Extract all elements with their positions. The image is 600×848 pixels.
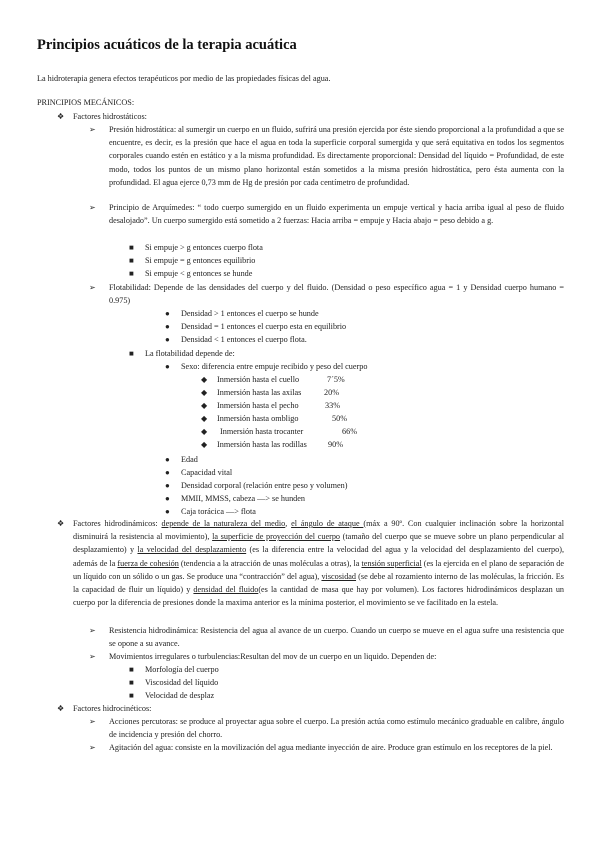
underlined-term: depende de la naturaleza del medio [161, 519, 286, 528]
underlined-term: la superficie de proyección del cuerpo [212, 532, 341, 542]
agitacion-paragraph: Agitación del agua: consiste en la movilización del agua mediante inyección de aire. Produce gran estímulo en los receptores de la piel. [109, 743, 553, 752]
arrow-bullet-icon: ➢ [89, 283, 96, 292]
square-bullet-icon: ■ [129, 665, 134, 674]
inmersion-value: 20% [324, 388, 340, 397]
diamond-bullet-icon: ◆ [201, 440, 208, 449]
flotabilidad-paragraph: Flotabilidad: Depende de las densidades del cuerpo y del fluido. (Densidad o peso específico agua = 1 y Densidad cuerpo humano = 0.975) [109, 283, 564, 306]
inmersion-label: Inmersión hasta trocanter [220, 427, 304, 436]
list-item: Si empuje = g entonces equilibrio [145, 256, 256, 265]
diamond-bullet-icon: ❖ [57, 704, 65, 713]
text-segment: (máx a 90º. Con cualquier inclinación sobre la horizontal disminuirá la resistencia al movimiento), [73, 519, 564, 542]
list-item: Densidad corporal (relación entre peso y volumen) [181, 481, 348, 490]
list-item: Densidad > 1 entonces el cuerpo se hunde [181, 309, 319, 318]
presion-paragraph: Presión hidrostática: al sumergir un cuerpo en un fluido, sufrirá una presión ejercida por éste siendo proporcional a la profundidad a que se encuentre, es decir, es la presión que hace el agua en toda la superficie corporal sumergida y que será equitativa en todos los segmentos corporales cuando estén en estático y a la misma profundidad. Es directamente proporcional: Densidad del líquido = Profundidad, de este modo, todos los puntos de un mismo plano horizontal están sometidos a la misma presión hidrostática, pero ésta aumenta con la profundidad. El agua ejerce 0,73 mm de Hg de presión por cada centímetro de profundidad. [109, 125, 564, 187]
arrow-bullet-icon: ➢ [89, 626, 96, 635]
page-title: Principios acuáticos de la terapia acuática [37, 37, 297, 53]
hidrodinamicos-paragraph [73, 517, 564, 609]
diamond-bullet-icon: ◆ [201, 388, 208, 397]
list-item: Caja torácica —> flota [181, 507, 256, 516]
round-bullet-icon: ● [165, 362, 170, 371]
movimientos-paragraph: Movimientos irregulares o turbulencias:Resultan del mov de un cuerpo en un liquido. Dependen de: [109, 652, 437, 661]
list-item: Capacidad vital [181, 468, 233, 477]
square-bullet-icon: ■ [129, 678, 134, 687]
text-segment: (tamaño del cuerpo que se mueve sobre un plano perpendicular al desplazamiento) y [73, 532, 564, 555]
inmersion-label: Inmersión hasta ombligo [217, 414, 299, 423]
arrow-bullet-icon: ➢ [89, 203, 96, 212]
diamond-bullet-icon: ❖ [57, 519, 65, 528]
underlined-term: la velocidad del desplazamiento [137, 545, 247, 555]
text-segment: (es la cantidad de masa que hay por volumen). Los factores hidrodinámicos desplazan un cuerpo por la diferencia de presiones donde la maxima anterior es la mínima posterior, el movimiento se ve facilitado en la estela. [73, 585, 565, 608]
diamond-bullet-icon: ◆ [201, 375, 208, 384]
diamond-bullet-icon: ◆ [201, 414, 208, 423]
underlined-term: tensión superficial [361, 558, 422, 568]
arrow-bullet-icon: ➢ [89, 743, 96, 752]
inmersion-label: Inmersión hasta el pecho [217, 401, 299, 410]
text-segment: (es la ejercida en el plano de separación de un líquido con un sólido o un gas. Se produce una “contracción” del agua), [73, 558, 565, 581]
text-segment: (se debe al rozamiento interno de las moléculas, la fricción. Es la capacidad de fluir un líquido) y [73, 571, 564, 595]
inmersion-label: Inmersión hasta el cuello [217, 375, 300, 384]
text-segment: Factores hidrodinámicos: [73, 519, 162, 528]
list-item: Si empuje < g entonces se hunde [145, 269, 253, 278]
round-bullet-icon: ● [165, 322, 170, 331]
round-bullet-icon: ● [165, 494, 170, 503]
square-bullet-icon: ■ [129, 269, 134, 278]
underlined-term: fuerza de cohesión [117, 558, 179, 568]
round-bullet-icon: ● [165, 335, 170, 344]
section-heading: PRINCIPIOS MECÁNICOS: [37, 98, 135, 107]
round-bullet-icon: ● [165, 455, 170, 464]
inmersion-value: 7´5% [327, 375, 345, 384]
inmersion-value: 90% [328, 440, 344, 449]
list-item: Densidad = 1 entonces el cuerpo esta en equilibrio [181, 322, 347, 331]
underlined-term: densidad del fluido [193, 585, 259, 595]
arrow-bullet-icon: ➢ [89, 717, 96, 726]
arrow-bullet-icon: ➢ [89, 652, 96, 661]
intro-text: La hidroterapia genera efectos terapéuticos por medio de las propiedades físicas del agua. [37, 74, 331, 83]
subsection-heading: Factores hidrocinéticos: [73, 704, 152, 713]
arquimedes-paragraph: Principio de Arquímedes: “ todo cuerpo sumergido en un fluido experimenta un empuje vertical y hacia arriba igual al peso de fluido desalojado”. Un cuerpo sumergido está sometido a 2 fuerzas: Hacia arriba = empuje y Hacia abajo = peso debido a g. [109, 203, 564, 226]
inmersion-value: 66% [342, 427, 358, 436]
list-item: Sexo: diferencia entre empuje recibido y peso del cuerpo [181, 362, 368, 371]
text-segment: (tendencia a la atracción de unas moléculas a otras), la [178, 558, 362, 568]
list-item: Morfología del cuerpo [145, 665, 219, 674]
round-bullet-icon: ● [165, 481, 170, 490]
acciones-paragraph: Acciones percutoras: se produce al proyectar agua sobre el cuerpo. La presión actúa como estímulo mecánico graduable en calibre, ángulo de incidencia y presión del chorro. [109, 717, 564, 740]
list-item: Si empuje > g entonces cuerpo flota [145, 243, 263, 252]
text-segment: , [285, 519, 292, 528]
round-bullet-icon: ● [165, 468, 170, 477]
resistencia-paragraph: Resistencia hidrodinámica: Resistencia del agua al avance de un cuerpo. Cuando un cuerpo se mueve en el agua sufre una resistencia que se opone a su avance. [109, 626, 564, 649]
list-item: Densidad < 1 entonces el cuerpo flota. [181, 335, 307, 344]
subsection-heading: Factores hidrostáticos: [73, 112, 147, 121]
square-bullet-icon: ■ [129, 691, 134, 700]
square-bullet-icon: ■ [129, 243, 134, 252]
round-bullet-icon: ● [165, 507, 170, 516]
inmersion-label: Inmersión hasta las axilas [217, 388, 302, 397]
text-segment: (es la diferencia entre la velocidad del agua y la velocidad del desplazamiento del cuerpo), además de la [73, 545, 564, 568]
arrow-bullet-icon: ➢ [89, 125, 96, 134]
inmersion-value: 33% [325, 401, 341, 410]
list-item: MMII, MMSS, cabeza —> se hunden [181, 494, 305, 503]
underlined-term: el ángulo de ataque [291, 519, 364, 528]
list-item: La flotabilidad depende de: [145, 349, 235, 358]
list-item: Edad [181, 455, 198, 464]
diamond-bullet-icon: ◆ [201, 427, 208, 436]
round-bullet-icon: ● [165, 309, 170, 318]
underlined-term: viscosidad [321, 571, 357, 581]
list-item: Velocidad de desplaz [145, 691, 215, 700]
diamond-bullet-icon: ◆ [201, 401, 208, 410]
square-bullet-icon: ■ [129, 256, 134, 265]
square-bullet-icon: ■ [129, 349, 134, 358]
inmersion-value: 50% [332, 414, 348, 423]
inmersion-label: Inmersión hasta las rodillas [217, 440, 307, 449]
list-item: Viscosidad del líquido [145, 678, 219, 687]
diamond-bullet-icon: ❖ [57, 112, 65, 121]
